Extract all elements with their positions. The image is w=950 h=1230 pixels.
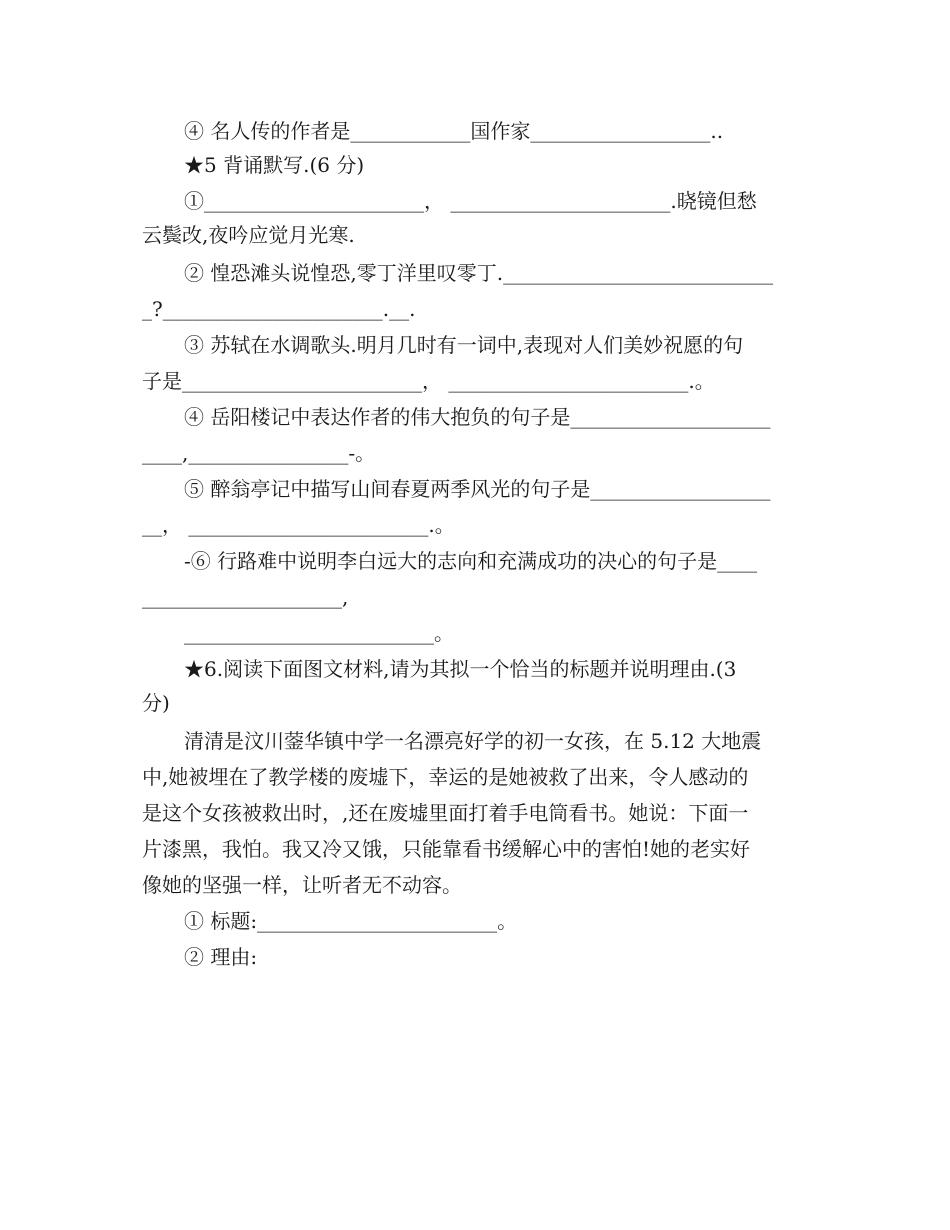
line-text: ★5 背诵默写.(6 分) (184, 153, 365, 177)
line-text: 子是________________________， ________________________.。 (142, 369, 715, 393)
line-recite-6-cont-2 (0, 616, 950, 650)
line-text: ④ 岳阳楼记中表达作者的伟大抱负的句子是____________________ (184, 405, 771, 429)
line-passage-1 (0, 724, 950, 758)
line-text: 清清是汶川蓥华镇中学一名漂亮好学的初一女孩，在 5.12 大地震 (184, 729, 762, 753)
line-text: ____________________, (142, 585, 349, 609)
line-text: _________________________。 (184, 621, 454, 645)
line-recite-5 (0, 472, 950, 506)
line-text: ⑤ 醉翁亭记中描写山间春夏两季风光的句子是__________________ (184, 477, 771, 501)
line-recite-4-cont (0, 436, 950, 470)
line-text: -⑥ 行路难中说明李白远大的志向和充满成功的决心的句子是____ (184, 549, 758, 573)
line-text: _?______________________.__. (142, 297, 416, 321)
line-text: 云鬓改,夜吟应觉月光寒. (142, 223, 355, 247)
line-recite-6-cont (0, 580, 950, 614)
line-text: ①______________________， ______________________.晓镜但愁 (184, 189, 757, 213)
line-text: ★6.阅读下面图文材料,请为其拟一个恰当的标题并说明理由.(3 (184, 657, 737, 681)
line-text: ① 标题:________________________。 (184, 909, 518, 933)
line-recite-1 (0, 184, 950, 218)
line-recite-5-cont (0, 508, 950, 542)
line-question-6-heading (0, 652, 950, 686)
line-author-question (0, 114, 950, 148)
line-recite-1-cont (0, 218, 950, 252)
line-text: ③ 苏轼在水调歌头.明月几时有一词中,表现对人们美妙祝愿的句 (184, 333, 744, 357)
line-passage-4 (0, 832, 950, 866)
line-text: 片漆黑，我怕。我又冷又饿，只能靠看书缓解心中的害怕!她的老实好 (142, 837, 751, 861)
line-recite-6 (0, 544, 950, 578)
line-passage-2 (0, 760, 950, 794)
line-text: ② 惶恐滩头说惶恐,零丁洋里叹零丁.___________________________ (184, 261, 774, 285)
line-question-5-heading (0, 148, 950, 182)
line-text: 是这个女孩被救出时，,还在废墟里面打着手电筒看书。她说：下面一 (142, 801, 749, 825)
line-passage-5 (0, 868, 950, 902)
line-text: __， ________________________.。 (142, 513, 455, 537)
line-text: ④ 名人传的作者是____________国作家__________________.. (184, 119, 724, 143)
line-text: ② 理由: (184, 945, 258, 969)
line-recite-4 (0, 400, 950, 434)
line-text: 中,她被埋在了教学楼的废墟下，幸运的是她被救了出来，令人感动的 (142, 765, 749, 789)
line-text: 像她的坚强一样，让听者无不动容。 (142, 873, 462, 897)
line-recite-3-cont (0, 364, 950, 398)
line-text: ____,________________-。 (142, 441, 376, 465)
line-passage-3 (0, 796, 950, 830)
line-recite-2 (0, 256, 950, 290)
line-question-6-heading-cont (0, 686, 950, 720)
line-recite-2-cont (0, 292, 950, 326)
line-text: 分) (142, 691, 170, 715)
line-title-prompt (0, 904, 950, 938)
line-recite-3 (0, 328, 950, 362)
line-reason-prompt (0, 940, 950, 974)
